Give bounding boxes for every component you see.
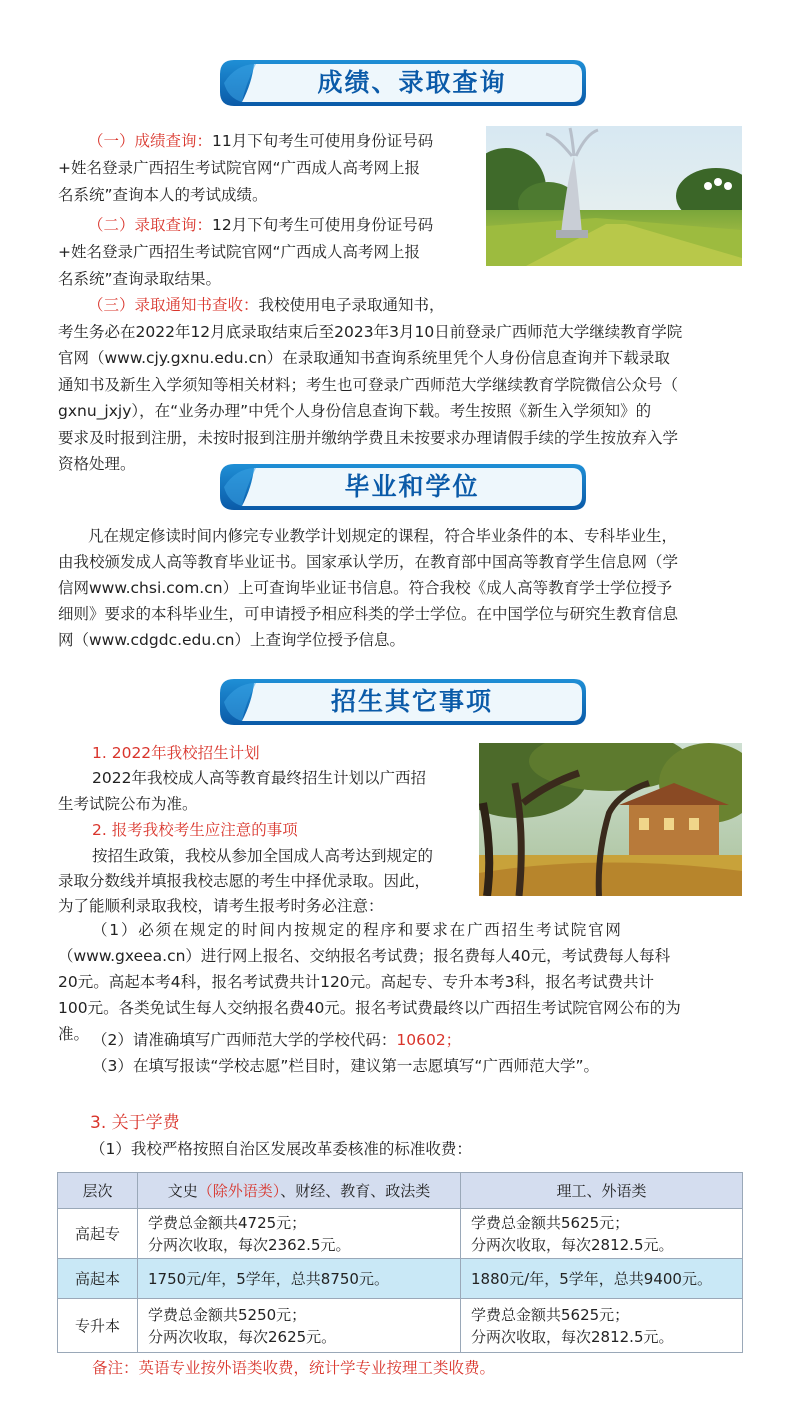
row-level: 高起专 bbox=[58, 1209, 138, 1259]
tuition-note: 备注：英语专业按外语类收费，统计学专业按理工类收费。 bbox=[92, 1359, 496, 1377]
notice-check-label: （三）录取通知书查收： bbox=[88, 296, 259, 314]
campus-sculpture-photo bbox=[486, 126, 742, 266]
section-banner-graduation bbox=[216, 462, 588, 512]
fee-line: 学费总金额共5625元； bbox=[471, 1213, 630, 1232]
row-arts-fee: 1750元/年，5学年，总共8750元。 bbox=[138, 1259, 461, 1299]
notice-check-line3: 官网（www.cjy.gxnu.edu.cn）在录取通知书查询系统里凭个人身份信息查询并下载录取 bbox=[58, 349, 670, 367]
fee-line: 学费总金额共5250元； bbox=[148, 1305, 307, 1324]
item2-paragraph bbox=[92, 1027, 742, 1054]
admission-query-label: （二）录取查询： bbox=[88, 216, 213, 234]
section-title: 毕业和学位 bbox=[344, 472, 480, 501]
notice-check-text: 我校使用电子录取通知书， bbox=[258, 296, 445, 314]
notice-line1: 按招生政策，我校从参加全国成人高考达到规定的 bbox=[92, 847, 434, 865]
subheading-tuition: 3. 关于学费 bbox=[90, 1113, 180, 1133]
row-level: 高起本 bbox=[58, 1259, 138, 1299]
subheading-notice: 2. 报考我校考生应注意的事项 bbox=[92, 821, 298, 839]
graduation-line5: 网（www.cdgdc.edu.cn）上查询学位授予信息。 bbox=[58, 631, 405, 649]
fee-line: 学费总金额共4725元； bbox=[148, 1213, 307, 1232]
header-level: 层次 bbox=[58, 1173, 138, 1209]
admission-query-text: 12月下旬考生可使用身份证号码 bbox=[212, 216, 434, 234]
score-query-text: 11月下旬考生可使用身份证号码 bbox=[212, 132, 434, 150]
notice-check-line7: 资格处理。 bbox=[58, 455, 136, 473]
item2-text: （2）请准确填写广西师范大学的学校代码： bbox=[92, 1031, 397, 1049]
table-header-row bbox=[58, 1173, 743, 1209]
score-query-line2: +姓名登录广西招生考试院官网“广西成人高考网上报 bbox=[58, 159, 421, 177]
item1-line5: 准。 bbox=[58, 1025, 90, 1043]
item3-text: （3）在填写报读“学校志愿”栏目时，建议第一志愿填写“广西师范大学”。 bbox=[92, 1057, 599, 1075]
plan-line1: 2022年我校成人高等教育最终招生计划以广西招 bbox=[92, 769, 426, 787]
graduation-line3: 信网www.chsi.com.cn）上可查询毕业证书信息。符合我校《成人高等教育学士学位授予 bbox=[58, 579, 673, 597]
notice-line3: 为了能顺利录取我校，请考生报考时务必注意： bbox=[58, 897, 384, 915]
subheading-plan: 1. 2022年我校招生计划 bbox=[92, 744, 260, 762]
admission-query-line2: +姓名登录广西招生考试院官网“广西成人高考网上报 bbox=[58, 243, 421, 261]
graduation-line1: 凡在规定修读时间内修完专业教学计划规定的课程，符合毕业条件的本、专科毕业生， bbox=[88, 527, 678, 545]
row-science-fee bbox=[461, 1209, 743, 1259]
table-row bbox=[58, 1299, 743, 1353]
section-banner-scores bbox=[216, 58, 588, 108]
tuition-line1: （1）我校严格按照自治区发展改革委核准的标准收费： bbox=[90, 1140, 472, 1158]
notice-check-line5: gxnu_jxjy），在“业务办理”中凭个人身份信息查询下载。考生按照《新生入学须知》的 bbox=[58, 402, 652, 420]
item1-line2: （www.gxeea.cn）进行网上报名、交纳报名考试费；报名费每人40元，考试费每人每科 bbox=[58, 947, 671, 965]
notice-line2: 录取分数线并填报我校志愿的考生中择优录取。因此， bbox=[58, 872, 431, 890]
row-level: 专升本 bbox=[58, 1299, 138, 1353]
header-arts-post: 、财经、教育、政法类 bbox=[280, 1181, 431, 1200]
table-row bbox=[58, 1259, 743, 1299]
table-row bbox=[58, 1209, 743, 1259]
score-query-paragraph bbox=[88, 128, 483, 155]
campus-trees-photo bbox=[479, 743, 742, 896]
admission-query-line3: 名系统”查询录取结果。 bbox=[58, 270, 222, 288]
fee-line: 分两次收取，每次2625元。 bbox=[148, 1327, 337, 1346]
notice-check-line6: 要求及时报到注册，未按时报到注册并缴纳学费且未按要求办理请假手续的学生按放弃入学 bbox=[58, 429, 679, 447]
graduation-line4: 细则》要求的本科毕业生，可申请授予相应科类的学士学位。在中国学位与研究生教育信息 bbox=[58, 605, 679, 623]
row-science-fee: 1880元/年，5学年，总共9400元。 bbox=[461, 1259, 743, 1299]
school-code: 10602； bbox=[396, 1031, 462, 1049]
score-query-label: （一）成绩查询： bbox=[88, 132, 213, 150]
admission-query-paragraph bbox=[88, 212, 483, 239]
row-arts-fee bbox=[138, 1209, 461, 1259]
header-arts bbox=[138, 1173, 461, 1209]
fee-line: 分两次收取，每次2362.5元。 bbox=[148, 1235, 351, 1254]
section-banner-other bbox=[216, 677, 588, 727]
section-title: 招生其它事项 bbox=[330, 687, 493, 716]
fee-line: 分两次收取，每次2812.5元。 bbox=[471, 1235, 674, 1254]
campus-trees-image bbox=[479, 743, 742, 896]
notice-check-line2: 考生务必在2022年12月底录取结束后至2023年3月10日前登录广西师范大学继续教育学院 bbox=[58, 323, 683, 341]
tuition-table bbox=[57, 1172, 743, 1353]
header-science: 理工、外语类 bbox=[461, 1173, 743, 1209]
notice-check-paragraph bbox=[88, 292, 738, 319]
item1-line4: 100元。各类免试生每人交纳报名费40元。报名考试费最终以广西招生考试院官网公布的为 bbox=[58, 999, 681, 1017]
notice-check-line4: 通知书及新生入学须知等相关材料；考生也可登录广西师范大学继续教育学院微信公众号（ bbox=[58, 376, 679, 394]
graduation-line2: 由我校颁发成人高等教育毕业证书。国家承认学历，在教育部中国高等教育学生信息网（学 bbox=[58, 553, 679, 571]
header-arts-pre: 文史 bbox=[167, 1181, 198, 1200]
campus-sculpture-image bbox=[486, 126, 742, 266]
row-arts-fee bbox=[138, 1299, 461, 1353]
fee-line: 学费总金额共5625元； bbox=[471, 1305, 630, 1324]
section-title: 成绩、录取查询 bbox=[317, 68, 507, 97]
item1-line1: （1）必须在规定的时间内按规定的程序和要求在广西招生考试院官网 bbox=[92, 921, 623, 939]
item1-line3: 20元。高起本考4科，报名考试费共计120元。高起专、专升本考3科，报名考试费共计 bbox=[58, 973, 655, 991]
header-arts-red: （除外语类） bbox=[197, 1181, 281, 1200]
score-query-line3: 名系统”查询本人的考试成绩。 bbox=[58, 186, 268, 204]
row-science-fee bbox=[461, 1299, 743, 1353]
fee-line: 分两次收取，每次2812.5元。 bbox=[471, 1327, 674, 1346]
plan-line2: 生考试院公布为准。 bbox=[58, 795, 198, 813]
